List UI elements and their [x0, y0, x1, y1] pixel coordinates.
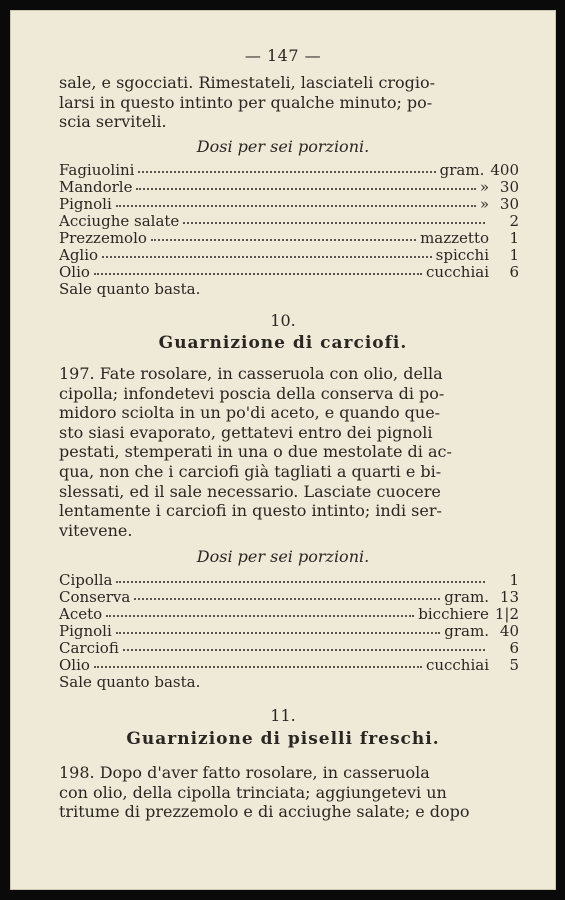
- ingredient-qty: 30: [499, 195, 519, 213]
- ingredient-unit: »: [479, 195, 489, 213]
- text-line: 197. Fate rosolare, in casseruola con olio, della: [59, 364, 443, 383]
- recipe-paragraph: [59, 364, 515, 540]
- ingredient-qty: 40: [499, 622, 519, 640]
- ingredient-name: Pignoli: [59, 195, 112, 213]
- ingredient-row: [59, 573, 519, 588]
- ingredient-name: Pignoli: [59, 622, 112, 640]
- leader-dots: [136, 178, 475, 190]
- ingredient-row: [59, 624, 519, 639]
- ingredient-name: Olio: [59, 656, 90, 674]
- ingredient-unit: gram.: [444, 622, 489, 640]
- leader-dots: [183, 212, 485, 224]
- ingredient-unit: gram.: [439, 161, 485, 179]
- ingredient-qty: 6: [509, 263, 519, 281]
- ingredient-row: [59, 180, 519, 195]
- leader-dots: [106, 605, 414, 617]
- ingredient-qty: 1: [509, 229, 519, 247]
- ingredient-name: Prezzemolo: [59, 229, 147, 247]
- ingredient-qty: 2: [509, 212, 519, 230]
- page-number: — 147 —: [244, 46, 322, 65]
- text-line: con olio, della cipolla trinciata; aggiungetevi un: [59, 782, 447, 802]
- ingredient-row: [59, 214, 519, 229]
- ingredient-row: [59, 590, 519, 605]
- intro-paragraph: [59, 73, 515, 132]
- text-line: 198. Dopo d'aver fatto rosolare, in casseruola: [59, 763, 430, 782]
- leader-dots: [94, 656, 422, 668]
- ingredient-row: [59, 197, 519, 212]
- text-line: qua, non che i carciofi già tagliati a quarti e bi-: [59, 461, 442, 481]
- ingredient-row: [59, 231, 519, 246]
- leader-dots: [116, 195, 476, 207]
- ingredient-qty: 6: [509, 639, 519, 657]
- section-number: 11.: [270, 706, 296, 725]
- ingredient-unit: mazzetto: [420, 229, 489, 247]
- text-line: lentamente i carciofi in questo intinto; indi ser-: [59, 501, 442, 521]
- salt-text: Sale quanto basta.: [59, 280, 201, 298]
- ingredient-name: Olio: [59, 263, 90, 281]
- leader-dots: [116, 622, 441, 634]
- ingredient-unit: gram.: [444, 588, 489, 606]
- ingredient-qty: 1: [509, 246, 519, 264]
- text-line: cipolla; infondetevi poscia della conserva di po-: [59, 383, 445, 403]
- ingredient-name: Fagiuolini: [59, 161, 135, 179]
- text-line: midoro sciolta in un po'di aceto, e quando que-: [59, 403, 441, 423]
- ingredient-name: Cipolla: [59, 571, 113, 589]
- leader-dots: [102, 246, 432, 258]
- text-line: tritume di prezzemolo e di acciughe salate; e dopo: [59, 802, 470, 822]
- ingredient-unit: cucchiai: [425, 656, 489, 674]
- salt-text: Sale quanto basta.: [59, 673, 201, 691]
- leader-dots: [151, 229, 416, 241]
- salt-line: [59, 675, 519, 690]
- ingredient-row: [59, 248, 519, 263]
- ingredient-name: Acciughe salate: [59, 212, 180, 230]
- ingredient-row: [59, 658, 519, 673]
- ingredient-qty: 5: [509, 656, 519, 674]
- recipe-paragraph: [59, 763, 515, 822]
- section-number: 10.: [270, 311, 296, 330]
- ingredient-unit: »: [479, 178, 489, 196]
- leader-dots: [138, 161, 435, 173]
- ingredient-unit: cucchiai: [425, 263, 489, 281]
- section-title: Guarnizione di carciofi.: [158, 333, 408, 353]
- ingredient-unit: bicchiere: [418, 605, 489, 623]
- ingredient-row: [59, 641, 519, 656]
- text-line: scia serviteli.: [59, 112, 167, 132]
- leader-dots: [94, 263, 422, 275]
- ingredient-name: Aglio: [59, 246, 99, 264]
- text-line: slessati, ed il sale necessario. Lasciate cuocere: [59, 481, 441, 501]
- text-line: vitevene.: [59, 520, 133, 540]
- text-line: larsi in questo intinto per qualche minuto; po-: [59, 92, 433, 112]
- leader-dots: [116, 571, 485, 583]
- ingredient-row: [59, 163, 519, 178]
- ingredient-qty: 30: [499, 178, 519, 196]
- ingredient-row: [59, 607, 519, 622]
- book-page: [10, 10, 556, 890]
- ingredient-qty: 13: [499, 588, 519, 606]
- dosi-heading: Dosi per sei porzioni.: [196, 137, 370, 156]
- ingredient-qty: 1: [509, 571, 519, 589]
- ingredient-qty: 1|2: [494, 605, 519, 623]
- section-title: Guarnizione di piselli freschi.: [126, 729, 440, 749]
- text-line: sto siasi evaporato, gettatevi entro dei pignoli: [59, 422, 433, 442]
- salt-line: [59, 282, 519, 297]
- leader-dots: [134, 588, 440, 600]
- ingredient-name: Aceto: [59, 605, 103, 623]
- ingredient-name: Mandorle: [59, 178, 133, 196]
- text-line: sale, e sgocciati. Rimestateli, lasciateli crogio-: [59, 73, 436, 92]
- ingredient-unit: spicchi: [435, 246, 489, 264]
- ingredient-qty: 400: [490, 161, 519, 179]
- ingredient-name: Conserva: [59, 588, 131, 606]
- text-line: pestati, stemperati in una o due mestolate di ac-: [59, 442, 452, 462]
- ingredient-row: [59, 265, 519, 280]
- ingredient-name: Carciofi: [59, 639, 119, 657]
- dosi-heading: Dosi per sei porzioni.: [196, 547, 370, 566]
- leader-dots: [123, 639, 485, 651]
